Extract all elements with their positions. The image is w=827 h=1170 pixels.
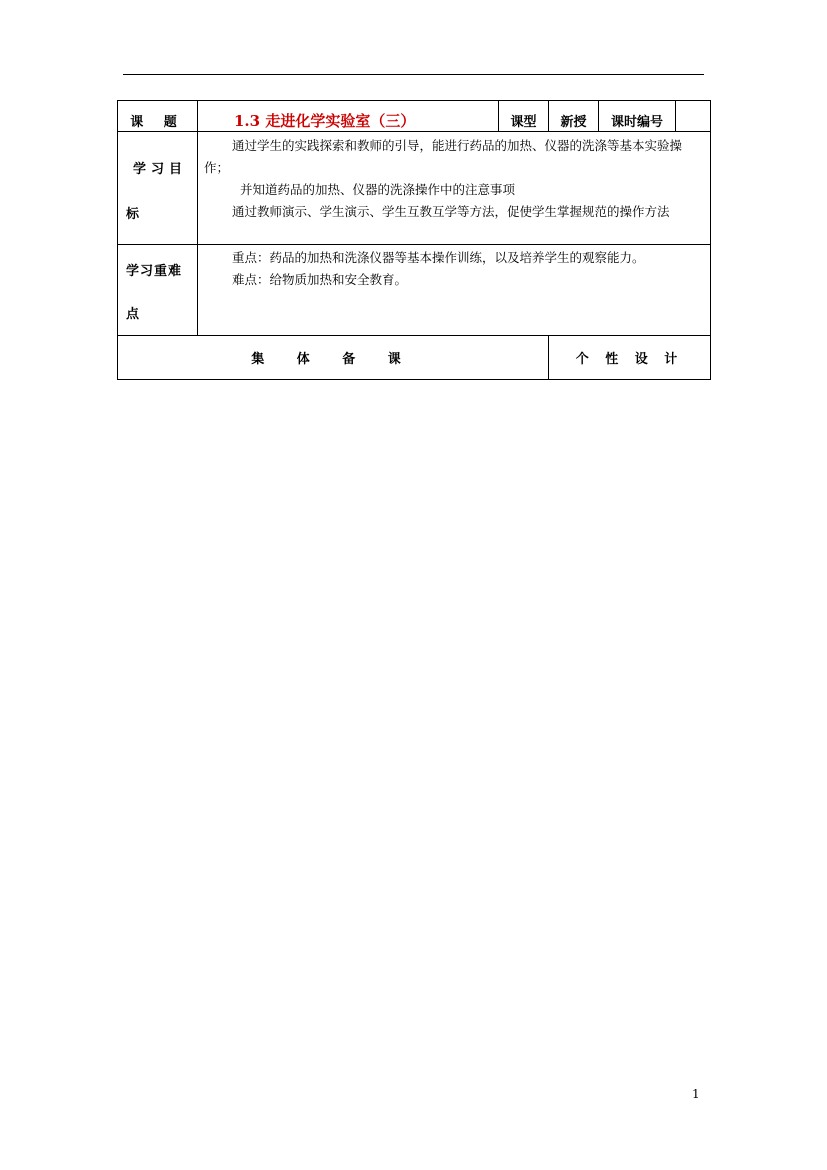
lesson-plan-table xyxy=(117,100,711,380)
title-row xyxy=(118,101,711,132)
type-label: 课型 xyxy=(499,101,549,132)
number-value xyxy=(676,101,711,132)
focus-row xyxy=(118,245,711,336)
focus-label-line2: 点 xyxy=(126,307,140,322)
type-value: 新授 xyxy=(549,101,599,132)
focus-content xyxy=(198,245,711,336)
goal-paragraph: 并知道药品的加热、仪器的洗涤操作中的注意事项 xyxy=(240,182,516,197)
header-rule xyxy=(123,74,704,75)
goal-paragraph: 通过教师演示、学生演示、学生互教互学等方法，促使学生掌握规范的操作方法 xyxy=(232,204,670,219)
goals-row xyxy=(118,132,711,245)
goals-content xyxy=(198,132,711,245)
goals-label-line1: 学习目 xyxy=(133,162,188,177)
goals-label xyxy=(118,132,198,245)
topic-label: 课 题 xyxy=(118,101,198,132)
number-label: 课时编号 xyxy=(599,101,676,132)
key-point: 重点：药品的加热和洗涤仪器等基本操作训练，以及培养学生的观察能力。 xyxy=(232,250,645,265)
collective-prep-label: 集 体 备 课 xyxy=(251,352,415,367)
lesson-title: 1.3 走进化学实验室（三） xyxy=(198,101,499,132)
collective-prep-heading xyxy=(118,336,549,380)
goals-label-line2: 标 xyxy=(126,207,140,222)
page-number: 1 xyxy=(692,1087,700,1101)
goal-paragraph: 通过学生的实践探索和教师的引导，能进行药品的加热、仪器的洗涤等基本实验操作； xyxy=(204,138,683,175)
prep-row xyxy=(118,336,711,380)
focus-label-line1: 学习重难 xyxy=(126,264,183,279)
focus-label xyxy=(118,245,198,336)
personal-design-heading xyxy=(549,336,711,380)
personal-design-label: 个 性 设 计 xyxy=(575,352,684,367)
difficulty-point: 难点：给物质加热和安全教育。 xyxy=(232,272,408,287)
